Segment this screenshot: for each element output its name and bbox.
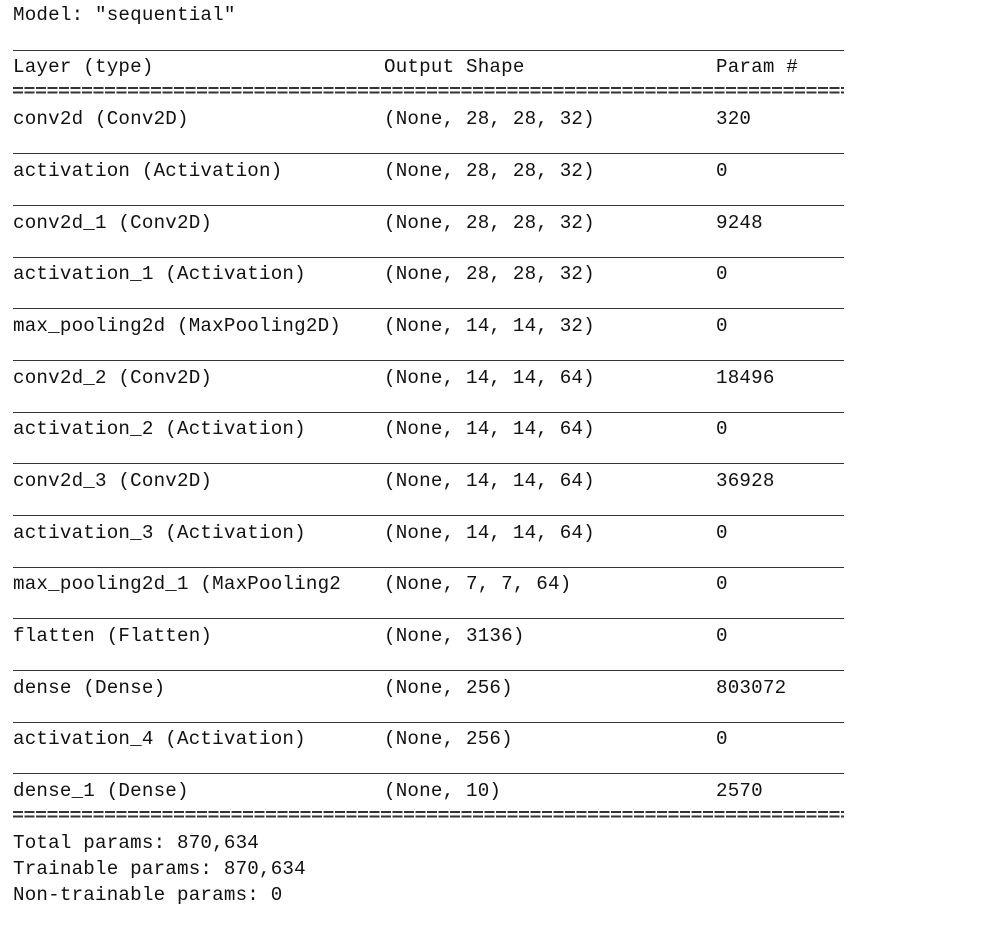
- layer-params: 0: [716, 625, 728, 647]
- row-divider: [13, 773, 844, 774]
- layer-name: max_pooling2d (MaxPooling2D): [13, 315, 342, 337]
- table-row: [13, 468, 844, 494]
- top-rule: [13, 50, 844, 51]
- table-row: [13, 158, 844, 184]
- header-row: [13, 54, 844, 80]
- layer-shape: (None, 10): [384, 780, 502, 802]
- layer-params: 2570: [716, 780, 763, 802]
- layer-shape: (None, 28, 28, 32): [384, 108, 595, 130]
- trainable-params: Trainable params: 870,634: [13, 858, 306, 880]
- table-row: [13, 623, 844, 649]
- table-row: [13, 365, 844, 391]
- layer-params: 0: [716, 728, 728, 750]
- layer-name: dense_1 (Dense): [13, 780, 189, 802]
- layer-name: activation_1 (Activation): [13, 263, 306, 285]
- row-divider: [13, 205, 844, 206]
- row-divider: [13, 360, 844, 361]
- layer-shape: (None, 7, 7, 64): [384, 573, 572, 595]
- layer-name: activation_4 (Activation): [13, 728, 306, 750]
- layer-name: conv2d_3 (Conv2D): [13, 470, 213, 492]
- layer-params: 36928: [716, 470, 775, 492]
- layer-name: dense (Dense): [13, 677, 166, 699]
- table-row: [13, 261, 844, 287]
- layer-shape: (None, 14, 14, 64): [384, 367, 595, 389]
- row-divider: [13, 153, 844, 154]
- table-row: [13, 106, 844, 132]
- row-divider: [13, 308, 844, 309]
- row-divider: [13, 257, 844, 258]
- footer-double-rule: [13, 811, 844, 818]
- layer-params: 0: [716, 418, 728, 440]
- layer-shape: (None, 256): [384, 677, 513, 699]
- layer-name: activation_3 (Activation): [13, 522, 306, 544]
- layer-name: conv2d_2 (Conv2D): [13, 367, 213, 389]
- table-row: [13, 778, 844, 804]
- layer-params: 18496: [716, 367, 775, 389]
- header-double-rule: [13, 87, 844, 94]
- header-params: Param #: [716, 56, 799, 78]
- table-row: [13, 416, 844, 442]
- total-params: Total params: 870,634: [13, 832, 260, 854]
- layer-params: 320: [716, 108, 752, 130]
- layer-params: 9248: [716, 212, 763, 234]
- row-divider: [13, 412, 844, 413]
- layer-shape: (None, 3136): [384, 625, 525, 647]
- layer-shape: (None, 28, 28, 32): [384, 263, 595, 285]
- row-divider: [13, 567, 844, 568]
- row-divider: [13, 463, 844, 464]
- table-row: [13, 520, 844, 546]
- layer-params: 0: [716, 573, 728, 595]
- row-divider: [13, 618, 844, 619]
- layer-shape: (None, 256): [384, 728, 513, 750]
- layer-params: 0: [716, 522, 728, 544]
- model-title: Model: "sequential": [13, 4, 236, 26]
- layer-shape: (None, 14, 14, 64): [384, 418, 595, 440]
- layer-name: activation (Activation): [13, 160, 283, 182]
- table-row: [13, 571, 844, 597]
- layer-params: 0: [716, 263, 728, 285]
- layer-name: conv2d (Conv2D): [13, 108, 189, 130]
- header-layer: Layer (type): [13, 56, 154, 78]
- row-divider: [13, 670, 844, 671]
- layer-name: activation_2 (Activation): [13, 418, 306, 440]
- layer-shape: (None, 28, 28, 32): [384, 212, 595, 234]
- row-divider: [13, 515, 844, 516]
- layer-shape: (None, 28, 28, 32): [384, 160, 595, 182]
- non-trainable-params: Non-trainable params: 0: [13, 884, 283, 906]
- header-output-shape: Output Shape: [384, 56, 525, 78]
- table-row: [13, 313, 844, 339]
- layer-name: max_pooling2d_1 (MaxPooling2: [13, 573, 342, 595]
- layer-params: 803072: [716, 677, 787, 699]
- table-row: [13, 210, 844, 236]
- layer-name: flatten (Flatten): [13, 625, 213, 647]
- table-row: [13, 675, 844, 701]
- layer-shape: (None, 14, 14, 32): [384, 315, 595, 337]
- layer-name: conv2d_1 (Conv2D): [13, 212, 213, 234]
- layer-shape: (None, 14, 14, 64): [384, 470, 595, 492]
- table-row: [13, 726, 844, 752]
- layer-params: 0: [716, 160, 728, 182]
- layer-params: 0: [716, 315, 728, 337]
- row-divider: [13, 722, 844, 723]
- layer-shape: (None, 14, 14, 64): [384, 522, 595, 544]
